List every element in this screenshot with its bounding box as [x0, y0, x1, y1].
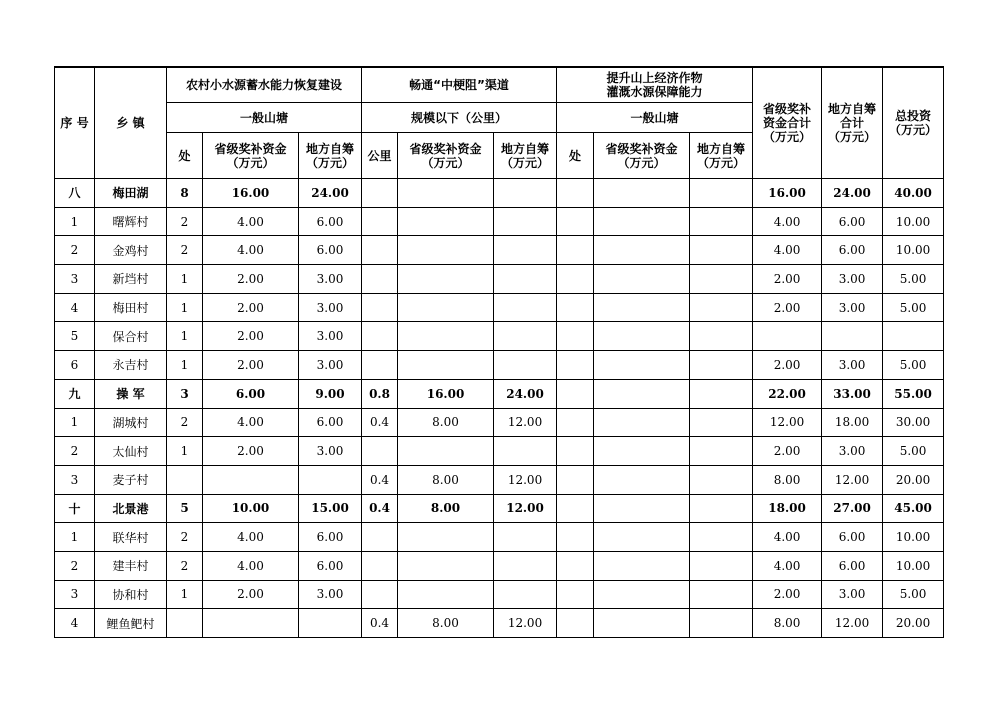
cell-irrigation-local [690, 523, 753, 552]
cell-reservoir-prov-fund [203, 465, 299, 494]
header-total-investment-line2: （万元） [889, 123, 938, 137]
cell-prov-total: 8.00 [753, 465, 822, 494]
header-group-reservoir-restoration: 农村小水源蓄水能力恢复建设 [167, 67, 362, 103]
cell-channel-local [494, 179, 557, 208]
cell-reservoir-count: 1 [167, 322, 203, 351]
cell-channel-prov-fund [398, 207, 494, 236]
cell-irrigation-count [557, 437, 594, 466]
cell-channel-local: 12.00 [494, 609, 557, 638]
cell-reservoir-count: 2 [167, 207, 203, 236]
cell-channel-local [494, 437, 557, 466]
header-group1-count: 处 [167, 133, 203, 179]
cell-irrigation-prov-fund [594, 322, 690, 351]
header-seq: 序 号 [55, 67, 95, 179]
header-group2-km: 公里 [362, 133, 398, 179]
cell-channel-local [494, 293, 557, 322]
cell-reservoir-local: 3.00 [299, 265, 362, 294]
cell-irrigation-prov-fund [594, 179, 690, 208]
cell-town: 金鸡村 [95, 236, 167, 265]
cell-local-total: 12.00 [822, 465, 883, 494]
header-group3-count: 处 [557, 133, 594, 179]
cell-reservoir-local: 15.00 [299, 494, 362, 523]
header-local-total-line2: 合计 [840, 116, 865, 130]
cell-channel-km: 0.4 [362, 408, 398, 437]
cell-irrigation-prov-fund [594, 408, 690, 437]
cell-total-investment: 5.00 [883, 351, 944, 380]
cell-reservoir-prov-fund: 2.00 [203, 580, 299, 609]
cell-total-investment: 10.00 [883, 523, 944, 552]
cell-prov-total: 22.00 [753, 379, 822, 408]
table-row [55, 322, 944, 351]
cell-reservoir-local: 24.00 [299, 179, 362, 208]
cell-irrigation-count [557, 265, 594, 294]
cell-irrigation-count [557, 408, 594, 437]
cell-channel-prov-fund [398, 179, 494, 208]
cell-channel-km: 0.8 [362, 379, 398, 408]
cell-total-investment [883, 322, 944, 351]
cell-channel-prov-fund: 16.00 [398, 379, 494, 408]
cell-reservoir-local [299, 609, 362, 638]
cell-seq: 1 [55, 408, 95, 437]
cell-channel-local: 12.00 [494, 494, 557, 523]
cell-irrigation-local [690, 322, 753, 351]
cell-seq: 4 [55, 293, 95, 322]
cell-prov-total: 16.00 [753, 179, 822, 208]
cell-total-investment: 20.00 [883, 609, 944, 638]
cell-irrigation-local [690, 379, 753, 408]
cell-channel-km [362, 179, 398, 208]
cell-town: 联华村 [95, 523, 167, 552]
cell-town: 麦子村 [95, 465, 167, 494]
header-prov-total [753, 67, 822, 179]
table-body [55, 179, 944, 638]
cell-total-investment: 10.00 [883, 551, 944, 580]
cell-reservoir-count: 8 [167, 179, 203, 208]
cell-prov-total: 12.00 [753, 408, 822, 437]
cell-reservoir-prov-fund: 4.00 [203, 523, 299, 552]
cell-channel-prov-fund [398, 322, 494, 351]
cell-seq: 九 [55, 379, 95, 408]
cell-channel-prov-fund: 8.00 [398, 609, 494, 638]
cell-irrigation-local [690, 236, 753, 265]
cell-reservoir-local: 6.00 [299, 408, 362, 437]
table-row [55, 465, 944, 494]
cell-town: 梅田湖 [95, 179, 167, 208]
cell-reservoir-count [167, 609, 203, 638]
cell-reservoir-prov-fund: 2.00 [203, 293, 299, 322]
table-group-row [55, 494, 944, 523]
table-row [55, 551, 944, 580]
cell-reservoir-prov-fund: 4.00 [203, 236, 299, 265]
cell-local-total: 27.00 [822, 494, 883, 523]
cell-seq: 3 [55, 265, 95, 294]
header-prov-total-line2: 资金合计 [763, 116, 812, 130]
cell-channel-local [494, 322, 557, 351]
cell-town: 操 军 [95, 379, 167, 408]
cell-irrigation-prov-fund [594, 293, 690, 322]
cell-irrigation-count [557, 322, 594, 351]
cell-town: 新垱村 [95, 265, 167, 294]
cell-irrigation-local [690, 207, 753, 236]
cell-irrigation-count [557, 179, 594, 208]
cell-reservoir-count: 3 [167, 379, 203, 408]
cell-reservoir-count: 1 [167, 351, 203, 380]
cell-town: 建丰村 [95, 551, 167, 580]
header-local-total-line1: 地方自筹 [828, 102, 877, 116]
table-row [55, 523, 944, 552]
cell-irrigation-prov-fund [594, 236, 690, 265]
cell-town: 湖城村 [95, 408, 167, 437]
cell-reservoir-local: 3.00 [299, 580, 362, 609]
cell-channel-prov-fund: 8.00 [398, 494, 494, 523]
cell-total-investment: 30.00 [883, 408, 944, 437]
cell-channel-local [494, 551, 557, 580]
table-row [55, 236, 944, 265]
cell-local-total: 6.00 [822, 207, 883, 236]
cell-reservoir-local: 3.00 [299, 322, 362, 351]
cell-reservoir-count: 2 [167, 523, 203, 552]
cell-irrigation-local [690, 351, 753, 380]
cell-local-total: 3.00 [822, 351, 883, 380]
cell-irrigation-local [690, 408, 753, 437]
cell-irrigation-count [557, 609, 594, 638]
cell-reservoir-count: 1 [167, 580, 203, 609]
cell-town: 协和村 [95, 580, 167, 609]
header-prov-fund-line1: 省级奖补资金 [409, 141, 482, 156]
header-town: 乡 镇 [95, 67, 167, 179]
header-local-line2: （万元） [501, 155, 550, 170]
header-local-line2: （万元） [306, 155, 355, 170]
cell-reservoir-local: 6.00 [299, 236, 362, 265]
cell-seq: 1 [55, 207, 95, 236]
cell-channel-km [362, 293, 398, 322]
cell-irrigation-count [557, 379, 594, 408]
header-group2-local [494, 133, 557, 179]
header-group3-sub: 一般山塘 [557, 103, 753, 133]
cell-reservoir-local: 3.00 [299, 293, 362, 322]
cell-irrigation-prov-fund [594, 523, 690, 552]
table-header [55, 67, 944, 179]
cell-irrigation-local [690, 437, 753, 466]
cell-prov-total: 4.00 [753, 551, 822, 580]
cell-irrigation-local [690, 293, 753, 322]
cell-seq: 十 [55, 494, 95, 523]
cell-channel-local [494, 351, 557, 380]
cell-channel-prov-fund [398, 551, 494, 580]
cell-reservoir-prov-fund: 4.00 [203, 207, 299, 236]
cell-reservoir-prov-fund: 2.00 [203, 322, 299, 351]
cell-local-total: 3.00 [822, 580, 883, 609]
header-local-line1: 地方自筹 [697, 141, 746, 156]
cell-town: 太仙村 [95, 437, 167, 466]
cell-irrigation-prov-fund [594, 265, 690, 294]
cell-channel-prov-fund [398, 580, 494, 609]
table-row [55, 580, 944, 609]
cell-local-total: 18.00 [822, 408, 883, 437]
cell-irrigation-count [557, 236, 594, 265]
cell-prov-total: 2.00 [753, 351, 822, 380]
cell-channel-local: 12.00 [494, 408, 557, 437]
cell-channel-km: 0.4 [362, 609, 398, 638]
cell-channel-km [362, 236, 398, 265]
cell-local-total: 3.00 [822, 265, 883, 294]
cell-prov-total: 8.00 [753, 609, 822, 638]
cell-local-total: 6.00 [822, 523, 883, 552]
cell-channel-local [494, 523, 557, 552]
cell-total-investment: 55.00 [883, 379, 944, 408]
table-row [55, 408, 944, 437]
cell-reservoir-prov-fund: 2.00 [203, 351, 299, 380]
cell-total-investment: 5.00 [883, 580, 944, 609]
header-total-investment [883, 67, 944, 179]
cell-channel-km [362, 551, 398, 580]
cell-total-investment: 45.00 [883, 494, 944, 523]
cell-channel-prov-fund [398, 351, 494, 380]
cell-town: 北景港 [95, 494, 167, 523]
cell-town: 曙辉村 [95, 207, 167, 236]
cell-channel-local: 24.00 [494, 379, 557, 408]
table-row [55, 609, 944, 638]
table-row [55, 265, 944, 294]
cell-reservoir-prov-fund: 6.00 [203, 379, 299, 408]
cell-irrigation-local [690, 551, 753, 580]
cell-local-total: 3.00 [822, 437, 883, 466]
cell-local-total [822, 322, 883, 351]
cell-channel-prov-fund: 8.00 [398, 465, 494, 494]
cell-irrigation-count [557, 551, 594, 580]
cell-channel-prov-fund [398, 293, 494, 322]
cell-irrigation-local [690, 580, 753, 609]
header-group3-local [690, 133, 753, 179]
cell-reservoir-prov-fund: 16.00 [203, 179, 299, 208]
cell-local-total: 3.00 [822, 293, 883, 322]
cell-local-total: 33.00 [822, 379, 883, 408]
cell-channel-km [362, 523, 398, 552]
cell-seq: 3 [55, 465, 95, 494]
header-group2-sub: 规模以下（公里） [362, 103, 557, 133]
cell-reservoir-count: 5 [167, 494, 203, 523]
cell-channel-local [494, 265, 557, 294]
header-group1-prov-fund [203, 133, 299, 179]
cell-local-total: 6.00 [822, 551, 883, 580]
cell-town: 梅田村 [95, 293, 167, 322]
cell-irrigation-local [690, 265, 753, 294]
table-group-row [55, 379, 944, 408]
cell-seq: 4 [55, 609, 95, 638]
header-group3-prov-fund [594, 133, 690, 179]
header-local-line1: 地方自筹 [501, 141, 550, 156]
cell-channel-km [362, 437, 398, 466]
cell-irrigation-prov-fund [594, 351, 690, 380]
header-group-irrigation-line2: 灌溉水源保障能力 [606, 85, 703, 99]
cell-channel-local [494, 580, 557, 609]
cell-reservoir-prov-fund: 4.00 [203, 551, 299, 580]
cell-channel-km [362, 351, 398, 380]
header-group-irrigation-line1: 提升山上经济作物 [606, 71, 703, 85]
cell-irrigation-prov-fund [594, 580, 690, 609]
cell-reservoir-local: 6.00 [299, 551, 362, 580]
cell-seq: 3 [55, 580, 95, 609]
cell-channel-km [362, 265, 398, 294]
cell-irrigation-count [557, 351, 594, 380]
cell-irrigation-count [557, 207, 594, 236]
cell-prov-total: 4.00 [753, 236, 822, 265]
cell-channel-prov-fund [398, 437, 494, 466]
cell-reservoir-count [167, 465, 203, 494]
cell-channel-km: 0.4 [362, 465, 398, 494]
cell-seq: 2 [55, 437, 95, 466]
cell-local-total: 24.00 [822, 179, 883, 208]
header-prov-fund-line2: （万元） [226, 155, 275, 170]
cell-reservoir-count: 2 [167, 408, 203, 437]
cell-channel-km [362, 207, 398, 236]
header-prov-fund-line1: 省级奖补资金 [605, 141, 678, 156]
header-group2-prov-fund [398, 133, 494, 179]
cell-town: 保合村 [95, 322, 167, 351]
header-local-total-line3: （万元） [828, 130, 877, 144]
header-local-total [822, 67, 883, 179]
cell-seq: 八 [55, 179, 95, 208]
cell-reservoir-local: 3.00 [299, 437, 362, 466]
cell-channel-prov-fund [398, 265, 494, 294]
cell-prov-total: 2.00 [753, 580, 822, 609]
cell-reservoir-count: 1 [167, 437, 203, 466]
table-row [55, 437, 944, 466]
header-local-line1: 地方自筹 [306, 141, 355, 156]
cell-town: 永吉村 [95, 351, 167, 380]
cell-irrigation-count [557, 465, 594, 494]
cell-reservoir-count: 2 [167, 236, 203, 265]
cell-local-total: 6.00 [822, 236, 883, 265]
cell-irrigation-local [690, 494, 753, 523]
cell-channel-local [494, 236, 557, 265]
cell-channel-km [362, 322, 398, 351]
cell-channel-local [494, 207, 557, 236]
cell-prov-total: 18.00 [753, 494, 822, 523]
cell-irrigation-local [690, 609, 753, 638]
cell-prov-total: 2.00 [753, 265, 822, 294]
cell-irrigation-local [690, 179, 753, 208]
cell-reservoir-local: 9.00 [299, 379, 362, 408]
header-prov-fund-line2: （万元） [617, 155, 666, 170]
cell-channel-prov-fund: 8.00 [398, 408, 494, 437]
table-row [55, 351, 944, 380]
cell-total-investment: 5.00 [883, 293, 944, 322]
cell-irrigation-prov-fund [594, 207, 690, 236]
funding-table-sheet [54, 66, 943, 638]
cell-seq: 6 [55, 351, 95, 380]
cell-irrigation-prov-fund [594, 494, 690, 523]
cell-reservoir-prov-fund: 2.00 [203, 265, 299, 294]
cell-irrigation-count [557, 523, 594, 552]
cell-total-investment: 20.00 [883, 465, 944, 494]
cell-reservoir-local: 3.00 [299, 351, 362, 380]
cell-total-investment: 5.00 [883, 265, 944, 294]
cell-irrigation-count [557, 293, 594, 322]
cell-irrigation-count [557, 580, 594, 609]
cell-reservoir-local: 6.00 [299, 523, 362, 552]
table-row [55, 207, 944, 236]
cell-channel-prov-fund [398, 523, 494, 552]
cell-channel-local: 12.00 [494, 465, 557, 494]
cell-irrigation-local [690, 465, 753, 494]
header-prov-total-line1: 省级奖补 [763, 102, 812, 116]
cell-prov-total [753, 322, 822, 351]
cell-seq: 5 [55, 322, 95, 351]
header-group1-sub: 一般山塘 [167, 103, 362, 133]
cell-local-total: 12.00 [822, 609, 883, 638]
cell-prov-total: 2.00 [753, 437, 822, 466]
cell-reservoir-prov-fund: 10.00 [203, 494, 299, 523]
cell-reservoir-count: 1 [167, 265, 203, 294]
header-total-investment-line1: 总投资 [895, 109, 932, 123]
cell-irrigation-prov-fund [594, 437, 690, 466]
header-prov-fund-line2: （万元） [421, 155, 470, 170]
cell-town: 鲤鱼鲃村 [95, 609, 167, 638]
cell-prov-total: 2.00 [753, 293, 822, 322]
cell-seq: 1 [55, 523, 95, 552]
table-group-row [55, 179, 944, 208]
cell-reservoir-prov-fund: 2.00 [203, 437, 299, 466]
cell-reservoir-prov-fund [203, 609, 299, 638]
cell-reservoir-count: 1 [167, 293, 203, 322]
cell-reservoir-count: 2 [167, 551, 203, 580]
cell-reservoir-local [299, 465, 362, 494]
cell-irrigation-prov-fund [594, 379, 690, 408]
header-prov-total-line3: （万元） [763, 130, 812, 144]
cell-channel-km [362, 580, 398, 609]
cell-prov-total: 4.00 [753, 207, 822, 236]
header-local-line2: （万元） [697, 155, 746, 170]
cell-reservoir-local: 6.00 [299, 207, 362, 236]
cell-total-investment: 40.00 [883, 179, 944, 208]
cell-total-investment: 5.00 [883, 437, 944, 466]
cell-irrigation-prov-fund [594, 551, 690, 580]
funding-table [54, 66, 944, 638]
cell-total-investment: 10.00 [883, 207, 944, 236]
cell-reservoir-prov-fund: 4.00 [203, 408, 299, 437]
cell-prov-total: 4.00 [753, 523, 822, 552]
header-group-channel-clearing: 畅通“中梗阻”渠道 [362, 67, 557, 103]
cell-seq: 2 [55, 236, 95, 265]
header-prov-fund-line1: 省级奖补资金 [214, 141, 287, 156]
table-row [55, 293, 944, 322]
header-group1-local [299, 133, 362, 179]
cell-irrigation-prov-fund [594, 609, 690, 638]
cell-total-investment: 10.00 [883, 236, 944, 265]
cell-seq: 2 [55, 551, 95, 580]
cell-irrigation-count [557, 494, 594, 523]
cell-channel-km: 0.4 [362, 494, 398, 523]
header-group-irrigation [557, 67, 753, 103]
cell-irrigation-prov-fund [594, 465, 690, 494]
cell-channel-prov-fund [398, 236, 494, 265]
